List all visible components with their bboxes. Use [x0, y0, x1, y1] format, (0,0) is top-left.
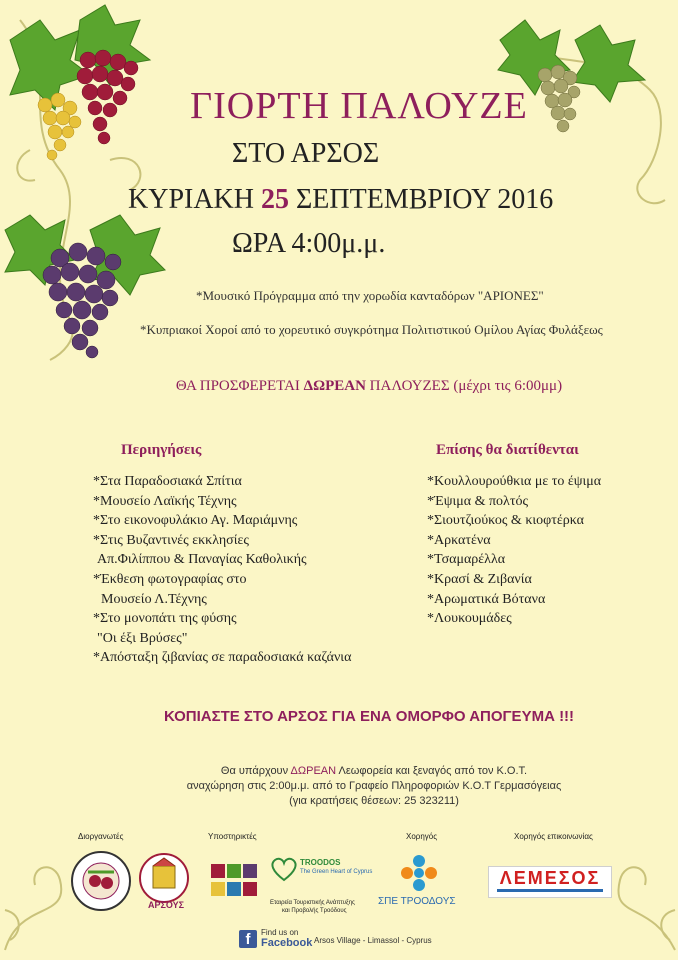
facebook-icon: f [239, 930, 257, 948]
troodos-logo-name: TROODOS [300, 858, 341, 867]
list-item: *Στα Παραδοσιακά Σπίτια [93, 474, 242, 489]
list-item: *Τσαμαρέλλα [427, 552, 506, 568]
supporter-logo-1 [205, 856, 265, 908]
program-item-dances: *Κυπριακοί Χοροί από το χορευτικό συγκρότημα Πολιτιστικού Ομίλου Αγίας Φυλάξεως [140, 322, 603, 337]
troodos-caption-1: Εταιρεία Τουριστικής Ανάπτυξης [270, 900, 355, 906]
organizers-label: Διοργανωτές [78, 832, 124, 841]
troodos-caption-2: και Προβολής Τροόδους [282, 908, 347, 914]
list-item: *Στο μονοπάτι της φύσης [93, 611, 237, 627]
vine-bottom-right-decoration [580, 840, 678, 960]
comm-sponsor-label: Χορηγός επικοινωνίας [514, 832, 593, 841]
list-item: Απ.Φιλίππου & Παναγίας Καθολικής [97, 552, 307, 568]
lemesos-logo-text: ΛΕΜΕΣΟΣ [499, 868, 601, 888]
list-item: Μουσείο Λ.Τέχνης [101, 591, 207, 607]
list-item: "Οι έξι Βρύσες" [97, 630, 188, 646]
facebook-link[interactable] [239, 928, 311, 950]
free-offer: ΘΑ ΠΡΟΣΦΕΡΕΤΑΙ ΔΩΡΕΑΝ ΠΑΛΟΥΖΕΣ (μέχρι τις 6:00μμ) [175, 378, 563, 394]
lemesos-logo [488, 866, 612, 898]
event-title: ΓΙΟΡΤΗ ΠΑΛΟΥΖΕ [190, 85, 528, 127]
facebook-find-text: Find us on [261, 928, 299, 937]
facebook-name-text: Facebook [261, 937, 313, 949]
program-item-choir: *Μουσικό Πρόγραμμα από την χορωδία κανταδόρων "ΑΡΙΟΝΕΣ" [196, 288, 544, 303]
list-item: *Στο εικονοφυλάκιο Αγ. Μαριάμνης [93, 513, 298, 529]
list-item: *Κουλλουρούθκια με το έψιμα [427, 474, 602, 489]
event-time: ΩΡΑ 4:00μ.μ. [232, 228, 386, 259]
organizer-logo-1 [70, 850, 132, 912]
event-date-day: 25 [261, 184, 289, 215]
arsous-caption: ΑΡΣΟΥΣ [148, 900, 185, 910]
transport-line-1: Θα υπάρχουν ΔΩΡΕΑΝ Λεωφορεία και ξεναγός από τον Κ.Ο.Τ. [220, 765, 528, 777]
list-item: *Απόσταξη ζιβανίας σε παραδοσιακά καζάνια [93, 650, 352, 666]
tours-heading: Περιηγήσεις [121, 442, 202, 458]
transport-free-highlight: ΔΩΡΕΑΝ [290, 765, 337, 777]
list-item: *Στις Βυζαντινές εκκλησίες [93, 532, 249, 548]
free-offer-highlight: ΔΩΡΕΑΝ [303, 378, 366, 394]
available-list [427, 472, 601, 629]
sponsor-label: Χορηγός [406, 832, 438, 841]
list-item: *Λουκουμάδες [427, 611, 512, 627]
list-item: *Έψιμα & πολτός [427, 493, 529, 509]
list-item: *Αρκατένα [427, 532, 491, 548]
available-heading: Επίσης θα διατίθενται [436, 442, 579, 458]
troodos-logo-tagline: The Green Heart of Cyprus [300, 869, 373, 875]
supporters-label: Υποστηρικτές [208, 832, 257, 841]
event-date: ΚΥΡΙΑΚΗ 25 ΣΕΠΤΕΜΒΡΙΟΥ 2016 [128, 184, 554, 215]
troodos-logo [268, 852, 373, 900]
transport-line-2: αναχώρηση στις 2:00μ.μ. από το Γραφείο Πληροφοριών Κ.Ο.Τ Γερμασόγειας [186, 780, 562, 792]
facebook-page-name: Arsos Village - Limassol - Cyprus [314, 936, 432, 945]
list-item: *Μουσείο Λαϊκής Τέχνης [93, 493, 237, 509]
spe-caption: ΣΠΕ ΤΡΟΟΔΟΥΣ [378, 896, 456, 907]
tours-list [93, 472, 351, 668]
heart-icon [270, 856, 298, 882]
spe-troodous-logo [398, 852, 440, 894]
event-location: ΣΤΟ ΑΡΣΟΣ [232, 138, 380, 169]
transport-line-3: (για κρατήσεις θέσεων: 25 323211) [289, 795, 459, 807]
list-item: *Κρασί & Ζιβανία [427, 571, 532, 587]
list-item: *Έκθεση φωτογραφίας στο [93, 571, 247, 587]
call-to-action: ΚΟΠΙΑΣΤΕ ΣΤΟ ΑΡΣΟΣ ΓΙΑ ΕΝΑ ΟΜΟΡΦΟ ΑΠΟΓΕΥΜΑ !!! [163, 708, 575, 725]
list-item: *Σιουτζιούκος & κιοφτέρκα [427, 513, 584, 529]
list-item: *Αρωματικά Βότανα [427, 591, 546, 607]
